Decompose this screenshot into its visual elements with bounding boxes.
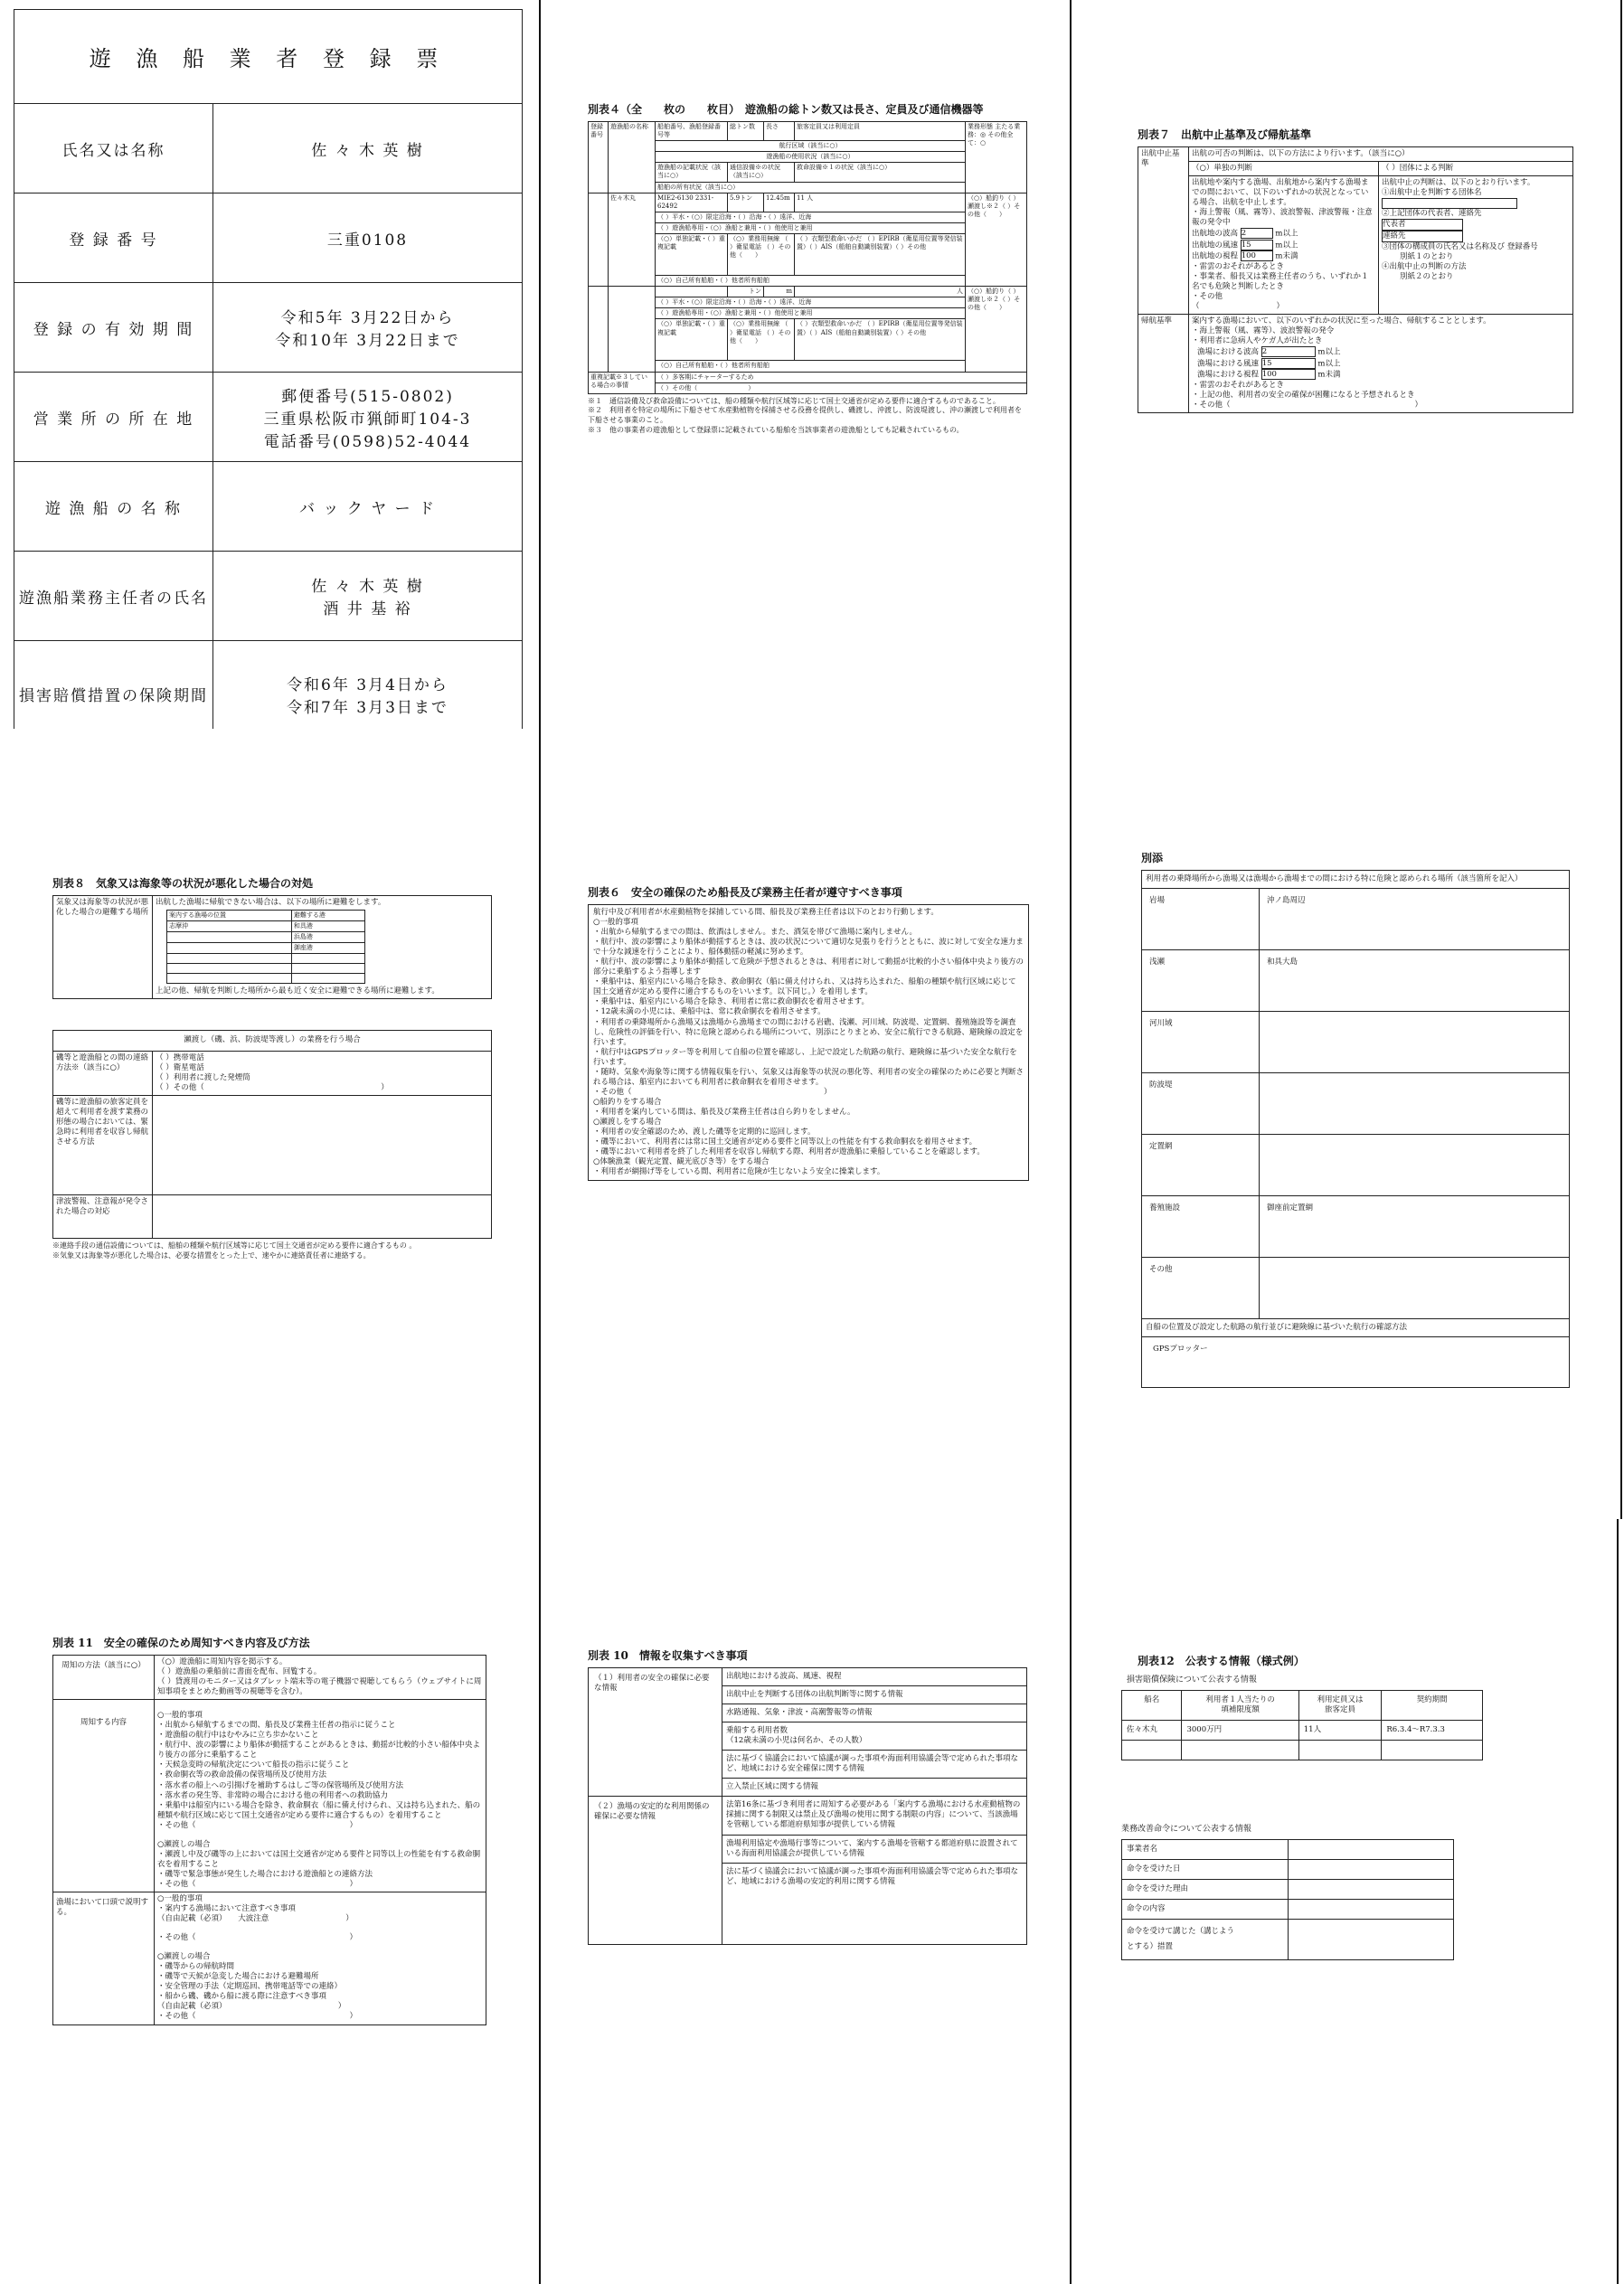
table-11-safety-notices (52, 1635, 486, 2177)
table-row: 周知する内容 ○一般的事項 ・出航から帰航するまでの間、船長及び業務主任者の指示に従うこと ・遊漁船の航行中はむやみに立ち歩かないこと ・航行中、波の影響により船体が動揺することがあるときは、動揺が比較的小さい船体中央より後方の部分に乗船すること ・天候急変時の帰航決定について船長の指示に従うこと ・救命胴衣等の救命設備の保管場所及び使用方法 ・落水者の船上への引揚げを補助するはしご等の保管場所及び使用方法 ・落水者の発生等、非常時の場合における他の利用者への救助協力 ・乗船中は船室内にいる場合を除き、救命胴衣（船に備え付けられ、又は持ち込まれた、船の種類や航行区域に応じて国土交通省が定める要件に適合するもの）を着用すること ・その他（ ） ○瀬渡しの場合 ・瀬渡し中及び磯等の上においては国土交通省が定める要件と同等以上の性能を有する救命胴衣を着用すること ・磯等で緊急事態が発生した場合における遊漁船との連絡方法 ・その他（ ） (53, 1700, 486, 1892)
table-6-safety-rules: 別表６ 安全の確保のため船長及び業務主任者が遵守すべき事項 航行中及び利用者が水産動植物を採捕している間、船長及び業務主任者は以下のとおり行動します。 ○一般的事項 ・出航から帰航するまでの間は、飲酒はしません。また、酒気を帯びて漁場に案内しません。 ・航行中、波の影響により船体が動揺するときは、波の状況について適切な見張りを行うとともに、波に対して安全な速力まで十分な減速を行うことにより、船体動揺の軽減に努めます。 ・航行中、波の影響により船体が動揺して危険が予想されるときは、利用者に対して動揺が比較的小さい船体中央より後方の部分に乗船するよう指導します ・乗船中は、船室内にいる場合を除き、救命胴衣（船に備え付けられ、又は持ち込まれた、船舶の種類や航行区域に応じて国土交通省が定める要件に適合するものをいいます。以下同じ。）を着用します。 ・乗船中は、船室内にいる場合を除き、利用者に常に救命胴衣を着用させます。 ・12歳未満の小児には、乗船中は、常に救命胴衣を着用させます。 ・利用者の乗降場所から漁場又は漁場から漁場までの間における岩礁、浅瀬、河川域、防波堤、定置網、養殖施設等を調査し、危険性の評価を行い、特に危険と認められる場所について、別添にとりまとめ、安全に航行できる航路、避険線の設定を行います。 ・航行中はGPSプロッター等を利用して自船の位置を確認し、上記で設定した航路の航行、避険線に基づいた安全な航行を行います。 ・随時、気象や海象等に関する情報収集を行い、気象又は海象等の状況の悪化等、利用者の安全の確保のために必要と判断される場合は、船室内においても利用者に救命胴衣を着用させます。 ・その他（ ） ○船釣りをする場合 ・利用者を案内している間は、船長及び業務主任者は自ら釣りをしません。 ○瀬渡しをする場合 ・利用者の安全確認のため、渡した磯等を定期的に巡回します。 ・磯等において、利用者には常に国土交通省が定める要件と同等以上の性能を有する救命胴衣を着用させます。 ・磯等において利用者を終了した利用者を収容し帰航する際、利用者が遊漁船に乗船していることを確認します。 ○体験漁業（観光定置、観光底びき等）をする場合 ・利用者が網揚げ等をしている間、利用者に危険が生じないよう安全に操業します。 (588, 884, 1029, 1409)
table-8-weather-response: 別表８ 気象又は海象等の状況が悪化した場合の対処 気象又は海象等の状況が悪化した場合の避難する場所 出航した漁場に帰航できない場合は、以下の場所に避難をします。 案内する漁場の位置 避難する港 志摩沖 和具港 浜島港 御座港 上記の他、帰航を判断した場所から最も近く安全に避難できる場所に避難します。 瀬渡し（磯、浜、防波堤等渡し）の業務を行う場合 磯等と遊漁船との間の連絡方法※（該当に○） （ ）携帯電話 （ ）衛星電話 （ ）利用者に渡した発煙筒 （ ）その他（ ） 磯等に遊漁船の旅客定員を超えて利用者を渡す業務の形態の場合においては、緊急時に利用者を収容し帰航させる方法 津波警報、注意報が発令された場合の対応 ※連絡手段の通信設備については、船舶の種類や航行区域等に応じて国土交通省が定める要件に適合するもの 。 ※気象又は海象等が悪化した場合は、必要な措置をとった上で、速やかに連絡責任者に連絡する。 (52, 875, 492, 1327)
table-row: トン m 人 （○）船釣り（ ）瀬渡し※２（ ）その他（ ） (589, 287, 1027, 297)
column-separator (1620, 0, 1622, 1519)
table-row: 命令を受けた理由 (1122, 1880, 1454, 1900)
table-row: 損害賠償措置の保険期間 令和6年 3月4日から 令和7年 3月3日まで (14, 641, 523, 730)
section-title: 別表 11 安全の確保のため周知すべき内容及び方法 (52, 1637, 310, 1649)
section-title: 別表６ 安全の確保のため船長及び業務主任者が遵守すべき事項 (588, 886, 902, 899)
registration-title: 遊 漁 船 業 者 登 録 票 (14, 10, 523, 104)
table-row: 定置網 (1142, 1135, 1570, 1196)
table-row: 浅瀬 和具大島 (1142, 950, 1570, 1012)
table-row: 命令の内容 (1122, 1900, 1454, 1920)
table-12-public-info: 別表12 公表する情報（様式例） 損害賠償保険について公表する情報 船名 利用者１人当たりの 填補限度額 利用定員又は 旅客定員 契約期間 佐々木丸 3000万円 11人 R6.3.4〜R7.3.3 業務改善命令について公表する情報 事業者名 命令を受けた日 命令を受けた理由 命令の内容 命令を受けて講じた（講じよう とする）措置 (1121, 1653, 1483, 2051)
table-row: 佐々木丸 MIE2-6130 2331-62492 5.9トン 12.45m 11 人 （○）船釣り（ ）瀬渡し※２（ ）その他（ ） (589, 193, 1027, 212)
table-row: 磯等と遊漁船との間の連絡方法※（該当に○） （ ）携帯電話 （ ）衛星電話 （ ）利用者に渡した発煙筒 （ ）その他（ ） (53, 1051, 492, 1095)
section-title: 別表４（全 枚の 枚目） 遊漁船の総トン数又は長さ、定員及び通信機器等 (588, 103, 984, 116)
table-row: 遊漁船業務主任者の氏名 佐 々 木 英 樹 酒 井 基 裕 (14, 552, 523, 641)
table-row: 河川域 (1142, 1012, 1570, 1073)
table-row: 登 録 番 号 三重0108 (14, 193, 523, 283)
column-separator (539, 0, 541, 2284)
section-title: 別表 10 情報を収集すべき事項 (588, 1649, 748, 1662)
table-row: 佐々木丸 3000万円 11人 R6.3.4〜R7.3.3 (1122, 1721, 1483, 1741)
table-row: その他 (1142, 1258, 1570, 1319)
table-row: （１）利用者の安全の確保に必要な情報 出航地における波高、風速、視程 出航中止を判断する団体の出航判断等に関する情報 水路通報、気象・津波・高潮警報等の情報 乗船する利用者数 （12歳未満の小児は何名か、その人数） 法に基づく協議会において協議が調った事項や海面利用協議会等で定められた事項など、地域における安全確保に関する情報 立入禁止区域に関する情報 (589, 1668, 1027, 1797)
table-row: 命令を受けた日 (1122, 1860, 1454, 1880)
table-row: 磯等に遊漁船の旅客定員を超えて利用者を渡す業務の形態の場合においては、緊急時に利用者を収容し帰航させる方法 (53, 1095, 492, 1194)
table-10-information-collection (588, 1647, 1027, 2045)
table-row: （２）漁場の安定的な利用関係の確保に必要な情報 法第16条に基づき利用者に周知する必要がある「案内する漁場における水産動植物の採捕に関する制限又は禁止及び漁場の使用に関する制限の内容」について、当該漁場を管轄している都道府県知事が提供している情報 漁場利用協定や漁場行事等について、案内する漁場を管轄する都道府県に設置されている海面利用協議会が提供している情報 法に基づく協議会において協議が調った事項や海面利用協議会等で定められた事項など、地域における漁場の安定的利用に関する情報 (589, 1797, 1027, 1945)
table-row: 気象又は海象等の状況が悪化した場合の避難する場所 出航した漁場に帰航できない場合は、以下の場所に避難をします。 案内する漁場の位置 避難する港 志摩沖 和具港 浜島港 御座港 上記の他、帰航を判断した場所から最も近く安全に避難できる場所に避難します。 (53, 896, 492, 999)
section-title: 別表12 公表する情報（様式例） (1138, 1655, 1305, 1667)
table-row: 防波堤 (1142, 1073, 1570, 1135)
registration-card (14, 9, 523, 729)
attachment-hazard-list: 別添 利用者の乗降場所から漁場又は漁場から漁場までの間における特に危険と認められる場所（該当箇所を記入） 岩場 沖ノ島周辺 浅瀬 和具大島 河川域 防波堤 定置網 養殖施設 御座前定置網 その他 自船の位置及び設定した航路の航行並びに避険線に基づいた航行の確認方法 GPSプロッター (1141, 850, 1570, 1403)
table-row: 登 録 の 有 効 期 間 令和5年 3月22日から 令和10年 3月22日まで (14, 283, 523, 373)
table-row: 漁場において口頭で説明する。 ○一般的事項 ・案内する漁場において注意すべき事項 （自由記載（必須） 大波注意 ） ・その他（ ） ○瀬渡しの場合 ・磯等からの帰航時間 ・磯等で天候が急変した場合における避難場所 ・安全管理の手法（定期巡回、携帯電話等での連絡） ・船から磯、磯から船に渡る際に注意すべき事項 （自由記載（必須） ） ・その他（ ） (53, 1892, 486, 2024)
table-row: 営 業 所 の 所 在 地 郵便番号(515-0802) 三重県松阪市猟師町104-3 電話番号(0598)52-4044 (14, 373, 523, 462)
table-row: 事業者名 (1122, 1840, 1454, 1860)
table-row: 津波警報、注意報が発令された場合の対応 (53, 1194, 492, 1238)
section-title: 別表８ 気象又は海象等の状況が悪化した場合の対処 (52, 877, 314, 890)
table-row: 氏名又は名称 佐 々 木 英 樹 (14, 104, 523, 193)
table-row: 周知の方法（該当に○） （○）遊漁船に周知内容を掲示する。 （ ）遊漁船の乗船前に書面を配布、回覧する。 （ ）貸渡用のモニター又はタブレット端末等の電子機器で視聴してもらう（ウェブサイトに周知事項をまとめた動画等の視聴等を含む）。 (53, 1656, 486, 1700)
table-row: 岩場 沖ノ島周辺 (1142, 889, 1570, 950)
column-separator (1070, 0, 1072, 2284)
table-row: 遊 漁 船 の 名 称 バ ッ ク ヤ ー ド (14, 462, 523, 552)
table-4-vessel-info: 別表４（全 枚の 枚目） 遊漁船の総トン数又は長さ、定員及び通信機器等 登録番号 遊漁船の名称 船舶番号、漁船登録番号等 総トン数 長さ 旅客定員又は利用定員 業務形態 主たる業務：◎ その他全て：○ 航行区域（該当に○） 遊漁船の使用状況（該当に○） 遊漁船の記載状況（該当に○） 通信設備※の状況（該当に○） 救命設備※１の状況（該当に○） 船舶の所有状況（該当に○） 佐々木丸 MIE2-6130 2331-62492 5.9トン 12.45m 11 人 （○）船釣り（ ）瀬渡し※２（ ）その他（ ） （ ）平水・（○）限定沿海・（ ）沿海・（ ）遠洋、近海 （ ）遊漁船専用・（○）漁船と兼用・（ ）他使用と兼用 （○）単独記載・（ ）重複記載 （○）業務用無線 （ ）衛星電話 （ ）その他（ ） （ ）衣類型救命いかだ （ ）EPIRB（衛星用位置等発信装置）（ ）AIS（船舶自動識別装置）（ ）その他 （○）自己所有船舶・（ ）他者所有船舶 トン m 人 （○）船釣り（ ）瀬渡し※２（ ）その他（ ） （ ）平水・（○）限定沿海・（ ）沿海・（ ）遠洋、近海 （ ）遊漁船専用・（○）漁船と兼用・（ ）他使用と兼用 （○）単独記載・（ ）重複記載 （○）業務用無線 （ ）衛星電話 （ ）その他（ ） （ ）衣類型救命いかだ （ ）EPIRB（衛星用位置等発信装置）（ ）AIS（船舶自動識別装置）（ ）その他 （○）自己所有船舶・（ ）他者所有船舶 重複記載※３している場合の事情 （ ）多客期にチャーターするため （ ）その他（ ） ※１ 通信設備及び救命設備については、船の種類や航行区域等に応じて国土交通省が定める要件に適合するものであること。 ※２ 利用者を特定の場所に下船させて水産動植物を採捕させる役務を提供し、磯渡し、沖渡し、防波堤渡し、沖の瀬渡しで利用者を下船させる事業のこと。 ※３ 他の事業者の遊漁船として登録票に記載されている船舶を当該事業者の遊漁船としても記載されているもの。 (588, 101, 1027, 608)
table-row: 養殖施設 御座前定置網 (1142, 1196, 1570, 1258)
table-row: 帰航基準 案内する漁場において、以下のいずれかの状況に至った場合、帰航することとします。 ・海上警報（風、霧等）、波浪警報の発令 ・利用者に急病人やケガ人が出たとき 漁場における波高 2 m以上 漁場における風速 15 m以上 漁場における視程 100 m未満 ・雷雲のおそれがあるとき ・上記の他、利用者の安全の確保が困難になると予想されるとき ・その他（ ） (1138, 315, 1573, 413)
column-separator (1617, 1519, 1619, 2284)
table-7-departure-criteria: 別表７ 出航中止基準及び帰航基準 出航中止基準 出航の可否の判断は、以下の方法により行います。（該当に○） （○）単独の判断 （ ）団体による判断 出航地や案内する漁場、出航地から案内する漁場までの間において、以下のいずれかの状況となっている場合、出航を中止します。 ・海上警報（風、霧等）、波浪警報、津波警報・注意報の発令中 出航地の波高 2 m以上 出航地の風速 15 m以上 出航地の視程 100 m未満 ・雷雲のおそれがあるとき ・事業者、船長又は業務主任者のうち、いずれか１名でも危険と判断したとき ・その他 （ ） 出航中止の判断は、以下のとおり行います。 ①出航中止を判断する団体名 ②上記団体の代表者、連絡先 代表者 連絡先 ③団体の構成員の氏名又は名称及び 登録番号 別紙１のとおり ④出航中止の判断の方法 別紙２のとおり 帰航基準 案内する漁場において、以下のいずれかの状況に至った場合、帰航することとします。 ・海上警報（風、霧等）、波浪警報の発令 ・利用者に急病人やケガ人が出たとき 漁場における波高 2 m以上 漁場における風速 15 m以上 漁場における視程 100 m未満 ・雷雲のおそれがあるとき ・上記の他、利用者の安全の確保が困難になると予想されるとき ・その他（ ） (1138, 127, 1573, 524)
section-title: 別添 (1141, 852, 1164, 864)
section-title: 別表７ 出航中止基準及び帰航基準 (1138, 128, 1312, 141)
table-row: 出航中止基準 出航の可否の判断は、以下の方法により行います。（該当に○） (1138, 147, 1573, 162)
table-row: 命令を受けて講じた（講じよう とする）措置 (1122, 1920, 1454, 1960)
